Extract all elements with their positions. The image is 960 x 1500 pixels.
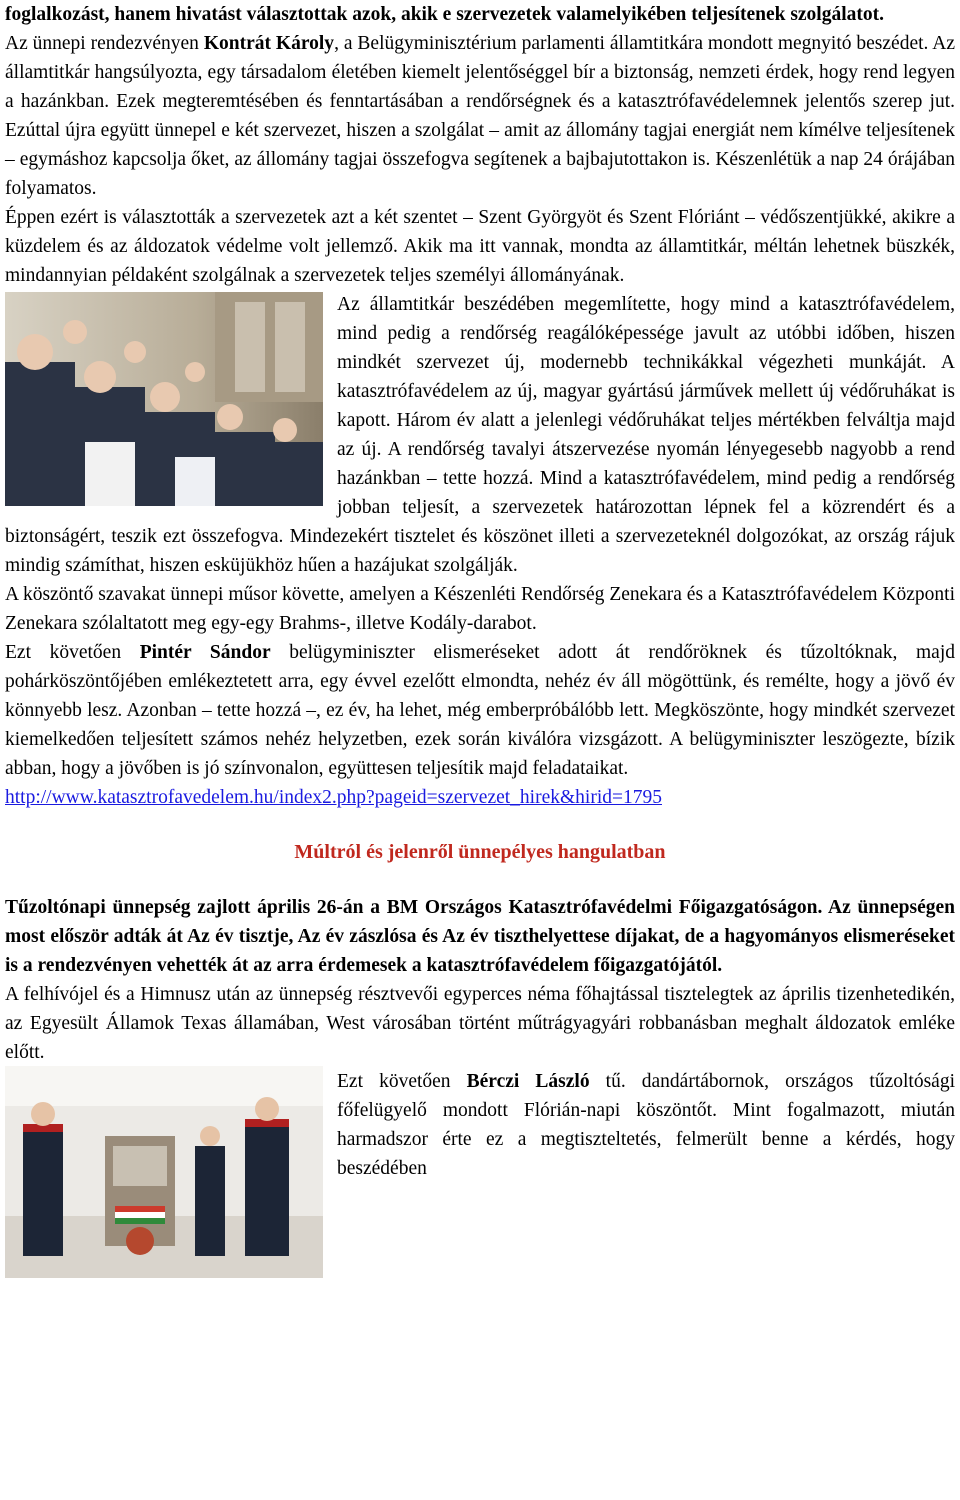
- text-span: belügyminiszter elismeréseket adott át rendőröknek és tűzoltóknak, majd pohárköszöntőjében emlékeztetett arra, egy évvel ezelőtt elmondta, nehéz év áll mögöttünk, és remélte, hogy a jövő év könnyebb lesz. Azonban – tette hozzá –, ez év, ha lehet, még emberpróbálóbb lett. Megköszönte, hogy mindkét szervezet kiemelkedően teljesített számos nehéz helyzetben, ezek során kiválóra vizsgázott. A belügyminiszter leszögezte, bízik abban, hogy a jövőben is jó színvonalon, együttesen teljesítik majd feladataikat.: [5, 642, 955, 779]
- paragraph: A köszöntő szavakat ünnepi műsor követte, amelyen a Készenléti Rendőrség Zenekara és a Katasztrófavédelem Központi Zenekara szólaltatott meg egy-egy Brahms-, illetve Kodály-darabot.: [5, 584, 955, 634]
- paragraph-bold-text: foglalkozást, hanem hivatást választottak azok, akik e szervezetek valamelyikében teljesítenek szolgálatot.: [5, 4, 885, 25]
- audience-photo-image: [5, 292, 323, 506]
- lead-paragraph: Tűzoltónapi ünnepség zajlott április 26-án a BM Országos Katasztrófavédelmi Főigazgatóságon. Az ünnepségen most először adták át Az év tisztje, Az év zászlósa és Az év tiszthelyettese díjakat, de a hagyományos elismeréseket is a rendezvényen vehették át az arra érdemesek a katasztrófavédelem főigazgatójától.: [5, 897, 955, 976]
- ceremony-photo-image: [5, 1066, 323, 1278]
- article-title: Múltról és jelenről ünnepélyes hangulatban: [294, 841, 666, 863]
- text-span: tű. dandártábornok, országos tűzoltósági főfelügyelő mondott Flórián-napi köszöntőt. Mint fogalmazott, miután harmadszor érte ez a megtiszteltetés, felmerült benne a kérdés, hogy beszédében: [337, 1071, 955, 1179]
- text-span: Ezt követően: [5, 642, 140, 663]
- person-name: Kontrát Károly: [203, 33, 335, 54]
- paragraph: [5, 980, 955, 1067]
- paragraph: [5, 0, 955, 29]
- paragraph: [5, 638, 955, 783]
- paragraph: Éppen ezért is választották a szervezetek azt a két szentet – Szent Györgyöt és Szent Flóriánt – védőszentjükké, akikre a küzdelem és az áldozatok védelme volt jellemző. Akik ma itt vannak, mondta az államtitkár, méltán lehetnek büszkék, mindannyian példaként szolgálnak a szervezetek teljes személyi állományának.: [5, 207, 955, 286]
- source-link[interactable]: http://www.katasztrofavedelem.hu/index2.php?pageid=szervezet_hirek&hirid=1795: [5, 787, 662, 808]
- person-name: Pintér Sándor: [139, 642, 271, 663]
- text-span: A felhívójel és a Himnusz után az ünnepség résztvevői egyperces néma főhajtással tisztelegtek az április tizenhetedikén, az Egyesült Államok Texas államában, West városában történt műtrágyagyári robbanásban meghalt áldozatok emléke előtt.: [5, 984, 955, 1063]
- ceremony-photo: [5, 1066, 323, 1278]
- text-span: Az ünnepi rendezvényen: [5, 33, 204, 54]
- paragraph: Az államtitkár beszédében megemlítette, hogy mind a katasztrófavédelem, mind pedig a rendőrség reagálóképessége javult az utóbbi időben, hiszen mindkét szervezet új, modernebb technikákkal végezheti munkáját. A katasztrófavédelem az új, magyar gyártású járművek mellett új védőruhákat is kapott. Három év alatt a jelenlegi védőruhákat teljes mértékben felváltja majd az új. A rendőrség tavalyi átszervezése nyomán lényegesebb nagyobb a rend hazánkban – tette hozzá. Mind a katasztrófavédelem, mind pedig a rendőrség jobban teljesít, a szervezetek határozottan lépnek fel a közrendért és a biztonságért, teszik ezt összefogva. Mindezekért tisztelet és köszönet illeti a szervezeteknél dolgozókat, az ország rájuk mindig számíthat, hiszen esküjükhöz hűen a hazájukat szolgálják.: [5, 294, 955, 576]
- person-name: Bérczi László: [466, 1071, 590, 1092]
- text-span: , a Belügyminisztérium parlamenti államtitkára mondott megnyitó beszédet. Az államtitkár hangsúlyozta, egy társadalom életében kiemelt jelentőséggel bír a biztonság, nemzeti érdek, hogy rend legyen a hazánkban. Ezek megteremtésében és fenntartásában a rendőrségnek és a katasztrófavédelemnek jelentős szerep jut. Ezúttal újra együtt ünnepel e két szervezet, hiszen a szolgálat – amit az állomány tagjai energiát nem kímélve teljesítenek – egymáshoz kapcsolja őket, az állomány tagjai összefogva segítenek a bajbajutottakon is. Készenlétük a nap 24 órájában folyamatos.: [5, 33, 955, 199]
- text-span: Ezt követően: [337, 1071, 467, 1092]
- audience-photo: [5, 292, 323, 506]
- document-page: [5, 0, 955, 1282]
- paragraph: [5, 29, 955, 203]
